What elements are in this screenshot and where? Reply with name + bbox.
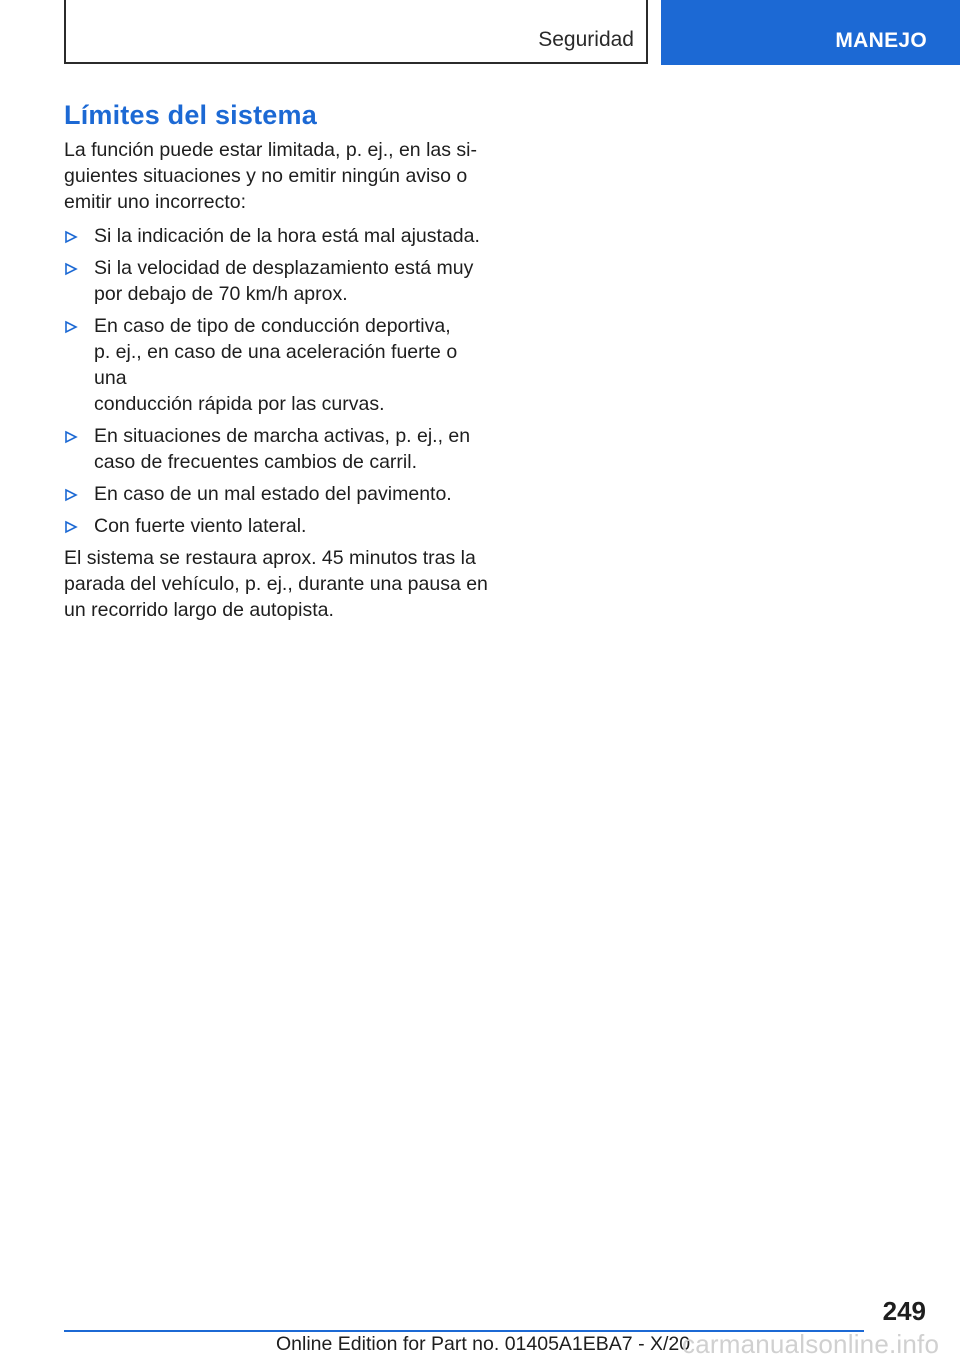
header-section-label: Seguridad [538,28,634,51]
list-item [64,313,494,417]
list-item [64,513,494,539]
triangle-right-outline-icon [64,255,78,281]
list-item [64,423,494,475]
list-item [64,223,494,249]
list-item-line: Si la indicación de la hora está mal ajustada. [94,225,480,247]
list-item-line: En situaciones de marcha activas, p. ej., en [94,425,471,447]
list-item-line: En caso de tipo de conducción deportiva, [94,315,451,337]
list-item [64,481,494,507]
triangle-right-outline-icon [64,481,78,507]
intro-line: emitir uno incorrecto: [64,191,247,213]
list-item-line: caso de frecuentes cambios de carril. [94,451,417,473]
list-item [64,255,494,307]
list-item-line: Con fuerte viento lateral. [94,515,307,537]
triangle-right-outline-icon [64,513,78,539]
list-item-line: Si la velocidad de desplazamiento está muy [94,257,474,279]
closing-line: El sistema se restaura aprox. 45 minutos tras la [64,547,476,569]
main-content [64,100,494,631]
header-chapter-label: MANEJO [835,29,927,52]
closing-line: parada del vehículo, p. ej., durante una pausa en [64,573,488,595]
header-chapter-tab [661,0,960,65]
list-item-line: por debajo de 70 km/h aprox. [94,283,348,305]
limitation-list [64,223,494,539]
triangle-right-outline-icon [64,423,78,449]
section-title: Límites del sistema [64,100,317,130]
list-item-line: En caso de un mal estado del pavimento. [94,483,452,505]
closing-paragraph [64,545,494,623]
list-item-line: p. ej., en caso de una aceleración fuerte o una [94,341,458,389]
triangle-right-outline-icon [64,313,78,339]
page-number: 249 [882,1296,926,1326]
list-item-line: conducción rápida por las curvas. [94,393,385,415]
closing-line: un recorrido largo de autopista. [64,599,334,621]
header-section-box [64,0,648,64]
watermark: carmanualsonline.info [682,1329,940,1359]
intro-line: La función puede estar limitada, p. ej., en las si- [64,139,477,161]
intro-paragraph [64,137,494,215]
intro-line: guientes situaciones y no emitir ningún aviso o [64,165,468,187]
triangle-right-outline-icon [64,223,78,249]
footer-edition-text: Online Edition for Part no. 01405A1EBA7 - X/20 [276,1333,691,1355]
